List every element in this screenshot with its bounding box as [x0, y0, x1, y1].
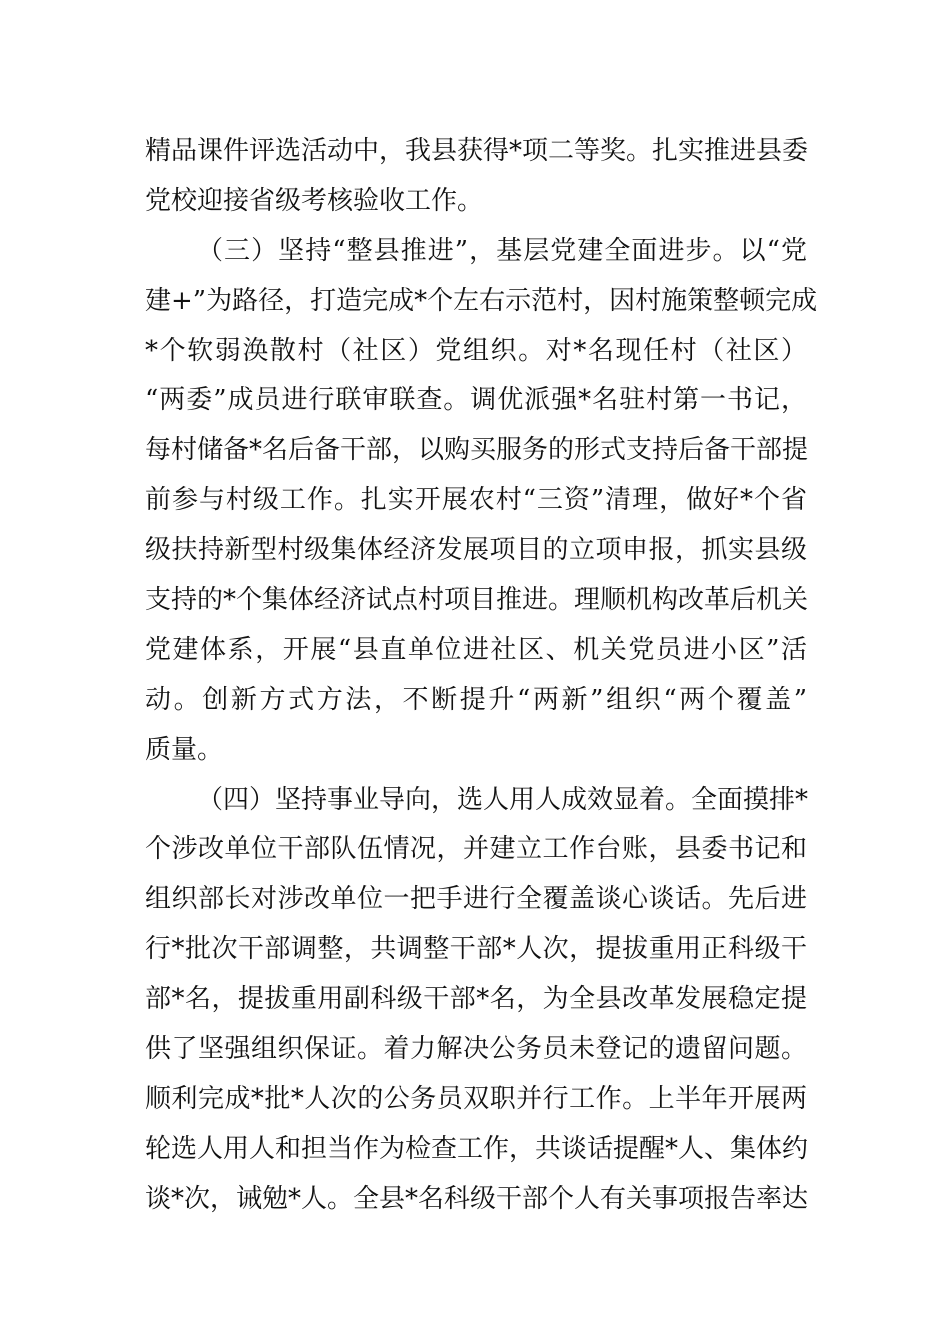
- text-line-8: 前参与村级工作。扎实开展农村“三资”清理，做好*个省: [145, 485, 807, 516]
- text-line-10: 支持的*个集体经济试点村项目推进。理顺机构改革后机关: [145, 585, 809, 616]
- text-line-22: 谈*次，诫勉*人。全县*名科级干部个人有关事项报告率达: [145, 1183, 809, 1214]
- text-line-12: 动。创新方式方法，不断提升“两新”组织“两个覆盖”: [145, 684, 807, 715]
- document-body: [145, 127, 818, 1225]
- text-line-13: 质量。: [145, 734, 224, 765]
- text-line-14-section-heading: （四）坚持事业导向，选人用人成效显着。全面摸排*: [197, 784, 809, 815]
- text-line-11: 党建体系，开展“县直单位进社区、机关党员进小区”活: [145, 634, 807, 665]
- text-line-5: *个软弱涣散村（社区）党组织。对*名现任村（社区）: [145, 335, 807, 366]
- text-line-7: 每村储备*名后备干部，以购买服务的形式支持后备干部提: [145, 435, 809, 466]
- text-line-18: 部*名，提拔重用副科级干部*名，为全县改革发展稳定提: [145, 984, 807, 1015]
- text-line-19: 供了坚强组织保证。着力解决公务员未登记的遗留问题。: [145, 1034, 807, 1065]
- text-line-3-section-heading: （三）坚持“整县推进”，基层党建全面进步。以“党: [197, 235, 807, 266]
- text-line-21: 轮选人用人和担当作为检查工作，共谈话提醒*人、集体约: [145, 1133, 809, 1164]
- text-line-16: 组织部长对涉改单位一把手进行全覆盖谈心谈话。先后进: [145, 884, 807, 915]
- text-line-6: “两委”成员进行联审联查。调优派强*名驻村第一书记，: [145, 385, 807, 416]
- text-line-2: 党校迎接省级考核验收工作。: [145, 185, 484, 216]
- text-line-1: 精品课件评选活动中，我县获得*项二等奖。扎实推进县委: [145, 136, 809, 166]
- text-line-17: 行*批次干部调整，共调整干部*人次，提拔重用正科级干: [145, 934, 807, 965]
- text-line-9: 级扶持新型村级集体经济发展项目的立项申报，抓实县级: [145, 535, 807, 566]
- text-line-20: 顺利完成*批*人次的公务员双职并行工作。上半年开展两: [145, 1083, 807, 1114]
- text-line-15: 个涉改单位干部队伍情况，并建立工作台账，县委书记和: [145, 834, 807, 865]
- text-line-4: 建+”为路径，打造完成*个左右示范村，因村施策整顿完成: [145, 285, 818, 316]
